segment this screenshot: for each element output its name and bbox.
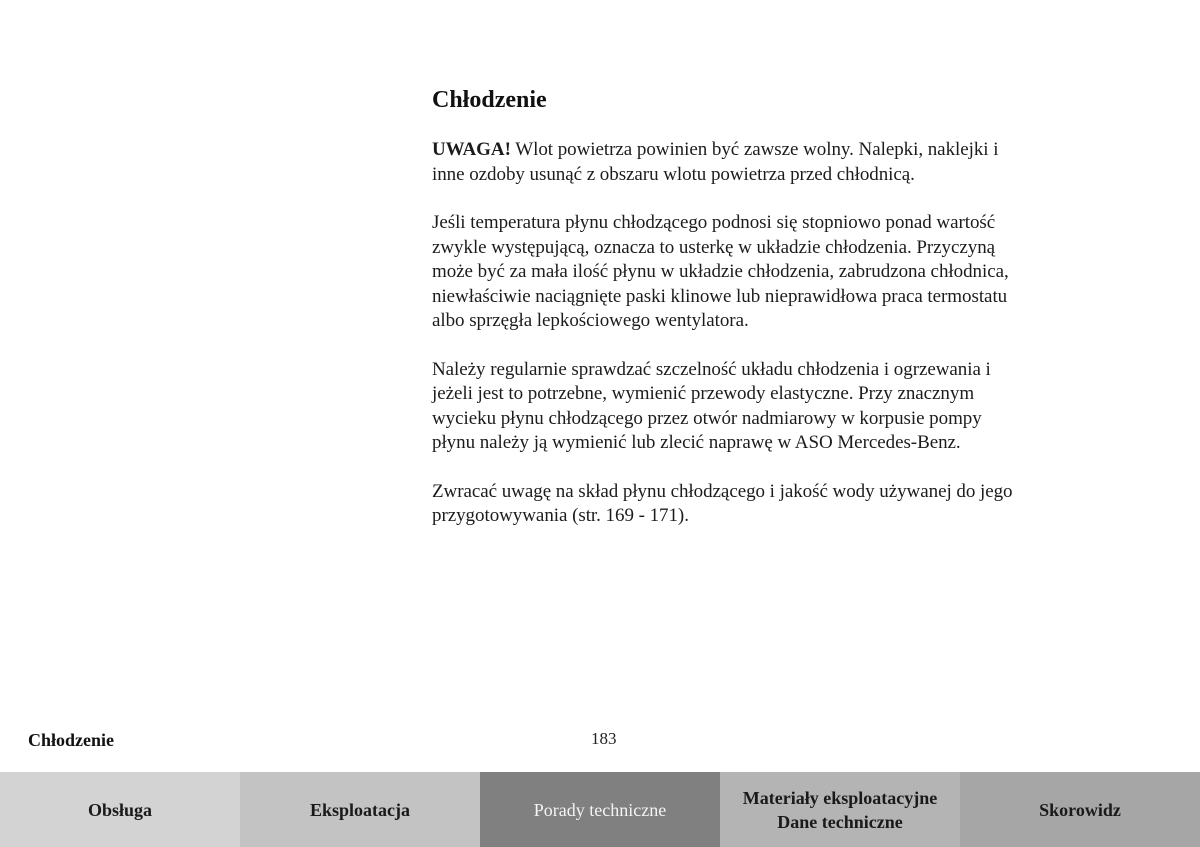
tab-eksploatacja[interactable] <box>240 772 480 847</box>
tab-label: Dane techniczne <box>777 811 903 832</box>
tab-label: Eksploatacja <box>309 799 410 820</box>
text-line: zwykle występującą, oznacza to usterkę w układzie chłodzenia. Przyczyną <box>432 236 996 258</box>
text-line: niewłaściwie naciągnięte paski klinowe lub nieprawidłowa praca termostatu <box>432 285 1008 307</box>
tab-skorowidz[interactable] <box>960 772 1200 847</box>
tab-materialy-dane-techniczne[interactable] <box>720 772 960 847</box>
text-line: przygotowywania (str. 169 - 171). <box>432 505 689 526</box>
tab-label: Porady techniczne <box>533 799 667 820</box>
paragraph-temperature <box>432 211 1072 334</box>
tab-label: Skorowidz <box>1039 799 1121 820</box>
tab-porady-techniczne[interactable] <box>480 772 720 847</box>
paragraph-warning <box>432 138 1072 187</box>
footer-section-title: Chłodzenie <box>28 730 115 750</box>
text-line: Zwracać uwagę na skład płynu chłodzącego i jakość wody używanej do jego <box>432 480 1013 502</box>
text-line: może być za mała ilość płynu w układzie chłodzenia, zabrudzona chłodnica, <box>432 261 1009 282</box>
tab-label: Obsługa <box>87 799 153 820</box>
text-line: wycieku płynu chłodzącego przez otwór nadmiarowy w korpusie pompy <box>432 407 982 429</box>
tab-obsluga[interactable] <box>0 772 240 847</box>
page-heading: Chłodzenie <box>432 87 547 113</box>
tab-label-group <box>743 786 937 834</box>
text-line: albo sprzęgła lepkościowego wentylatora. <box>432 310 749 331</box>
text-line: UWAGA! Wlot powietrza powinien być zawsze wolny. Nalepki, naklejki i <box>432 139 999 160</box>
page-number: 183 <box>591 729 617 748</box>
text-line: inne ozdoby usunąć z obszaru wlotu powietrza przed chłodnicą. <box>432 163 915 185</box>
tab-label: Materiały eksploatacyjne <box>742 787 938 808</box>
text-line: jeżeli jest to potrzebne, wymienić przewody elastyczne. Przy znacznym <box>432 383 975 404</box>
text-line: płynu należy ją wymienić lub zlecić naprawę w ASO Mercedes-Benz. <box>432 432 961 453</box>
main-content <box>432 84 1072 553</box>
text-line: Należy regularnie sprawdzać szczelność układu chłodzenia i ogrzewania i <box>432 358 991 380</box>
text-line: Jeśli temperatura płynu chłodzącego podnosi się stopniowo ponad wartość <box>432 212 996 233</box>
paragraph-maintenance <box>432 358 1072 456</box>
warning-label: UWAGA! <box>432 139 511 160</box>
section-tab-bar <box>0 772 1200 847</box>
paragraph-coolant-composition <box>432 480 1072 529</box>
